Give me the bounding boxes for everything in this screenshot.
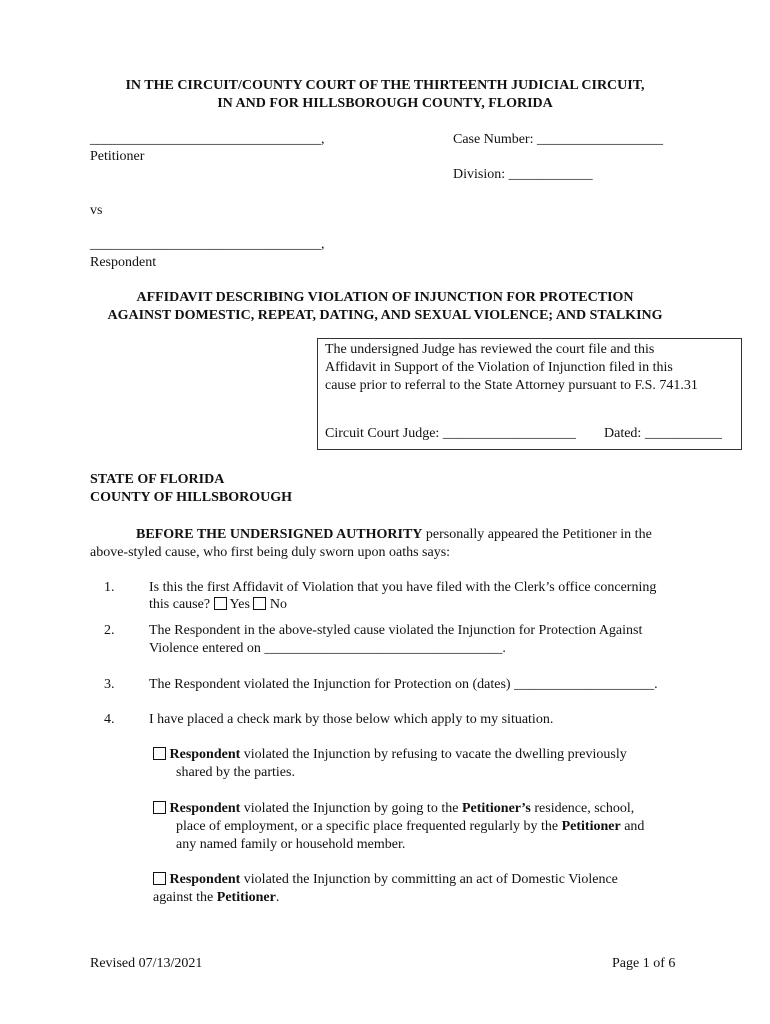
no-label: No: [269, 597, 288, 612]
respondent-label: Respondent: [90, 255, 157, 270]
check-option-3-line2: [153, 890, 279, 906]
item-4-number: 4.: [104, 712, 115, 727]
judge-box-line2: Affidavit in Support of the Violation of Injunction filed in this: [325, 360, 673, 375]
intro-bold: BEFORE THE UNDERSIGNED AUTHORITY: [136, 527, 423, 542]
check-2-text: violated the Injunction by going to the: [240, 801, 462, 816]
item-2-line1: The Respondent in the above-styled cause violated the Injunction for Protection Against: [149, 623, 643, 638]
division-field[interactable]: Division: ____________: [453, 167, 593, 182]
check-option-1-line1: [153, 747, 627, 763]
check-3-l2a: against the: [153, 890, 217, 905]
yes-checkbox[interactable]: [214, 597, 227, 610]
check-1-text: violated the Injunction by refusing to vacate the dwelling previously: [240, 747, 627, 762]
item-1-question: this cause?: [149, 597, 211, 612]
vs-label: vs: [90, 203, 103, 218]
check-2-l2c: and: [620, 819, 645, 834]
check-2-bold2: Petitioner’s: [461, 801, 531, 816]
item-2-number: 2.: [104, 623, 115, 638]
case-number-field[interactable]: Case Number: __________________: [453, 132, 663, 147]
court-header-line2: IN AND FOR HILLSBOROUGH COUNTY, FLORIDA: [217, 96, 553, 111]
petitioner-blank[interactable]: _________________________________,: [90, 132, 325, 147]
affidavit-title-line1: AFFIDAVIT DESCRIBING VIOLATION OF INJUNCTION FOR PROTECTION: [136, 290, 634, 305]
check-2-l2a: place of employment, or a specific place frequented regularly by the: [176, 819, 562, 834]
affidavit-title-line2: AGAINST DOMESTIC, REPEAT, DATING, AND SEXUAL VIOLENCE; AND STALKING: [107, 308, 663, 323]
page-number: Page 1 of 6: [612, 956, 676, 971]
item-2-line2[interactable]: Violence entered on __________________________________.: [149, 641, 506, 656]
check-option-3-line1: [153, 872, 618, 888]
yes-label: Yes: [229, 597, 250, 612]
circuit-judge-field[interactable]: Circuit Court Judge: ___________________: [325, 426, 576, 441]
judge-box-line1: The undersigned Judge has reviewed the court file and this: [325, 342, 655, 357]
item-4-line1: I have placed a check mark by those below which apply to my situation.: [149, 712, 554, 727]
check-2-bold: Respondent: [169, 801, 241, 816]
item-1-number: 1.: [104, 580, 115, 595]
intro-line1: [136, 527, 652, 543]
check-option-2-line1: [153, 801, 634, 817]
check-3-bold: Respondent: [169, 872, 241, 887]
venue-county: COUNTY OF HILLSBOROUGH: [90, 490, 292, 505]
check-3-l2b: Petitioner: [216, 890, 276, 905]
no-checkbox[interactable]: [253, 597, 266, 610]
check-2-text2: residence, school,: [530, 801, 635, 816]
item-1-line2: [149, 597, 287, 613]
judge-review-box: [317, 338, 742, 450]
check-3-l2c: .: [275, 890, 280, 905]
check-3-text: violated the Injunction by committing an act of Domestic Violence: [240, 872, 618, 887]
check-2-l2b: Petitioner: [561, 819, 621, 834]
item-1-line1: Is this the first Affidavit of Violation that you have filed with the Clerk’s office concerning: [149, 580, 657, 595]
intro-rest: personally appeared the Petitioner in the: [422, 527, 652, 542]
item-3-number: 3.: [104, 677, 115, 692]
going-to-places-checkbox[interactable]: [153, 801, 166, 814]
refuse-vacate-checkbox[interactable]: [153, 747, 166, 760]
intro-line2: above-styled cause, who first being duly sworn upon oaths says:: [90, 545, 451, 560]
revised-date: Revised 07/13/2021: [90, 956, 203, 971]
petitioner-label: Petitioner: [90, 149, 145, 164]
domestic-violence-checkbox[interactable]: [153, 872, 166, 885]
check-option-2-line2: [176, 819, 644, 835]
court-header-line1: IN THE CIRCUIT/COUNTY COURT OF THE THIRTEENTH JUDICIAL CIRCUIT,: [125, 78, 645, 93]
judge-box-line3: cause prior to referral to the State Attorney pursuant to F.S. 741.31: [325, 378, 698, 393]
item-3-line1[interactable]: The Respondent violated the Injunction for Protection on (dates) ____________________.: [149, 677, 658, 692]
dated-field[interactable]: Dated: ___________: [604, 426, 722, 441]
check-1-bold: Respondent: [169, 747, 241, 762]
check-option-1-line2: shared by the parties.: [176, 765, 295, 780]
venue-state: STATE OF FLORIDA: [90, 472, 225, 487]
check-option-2-line3: any named family or household member.: [176, 837, 406, 852]
respondent-blank[interactable]: _________________________________,: [90, 237, 325, 252]
